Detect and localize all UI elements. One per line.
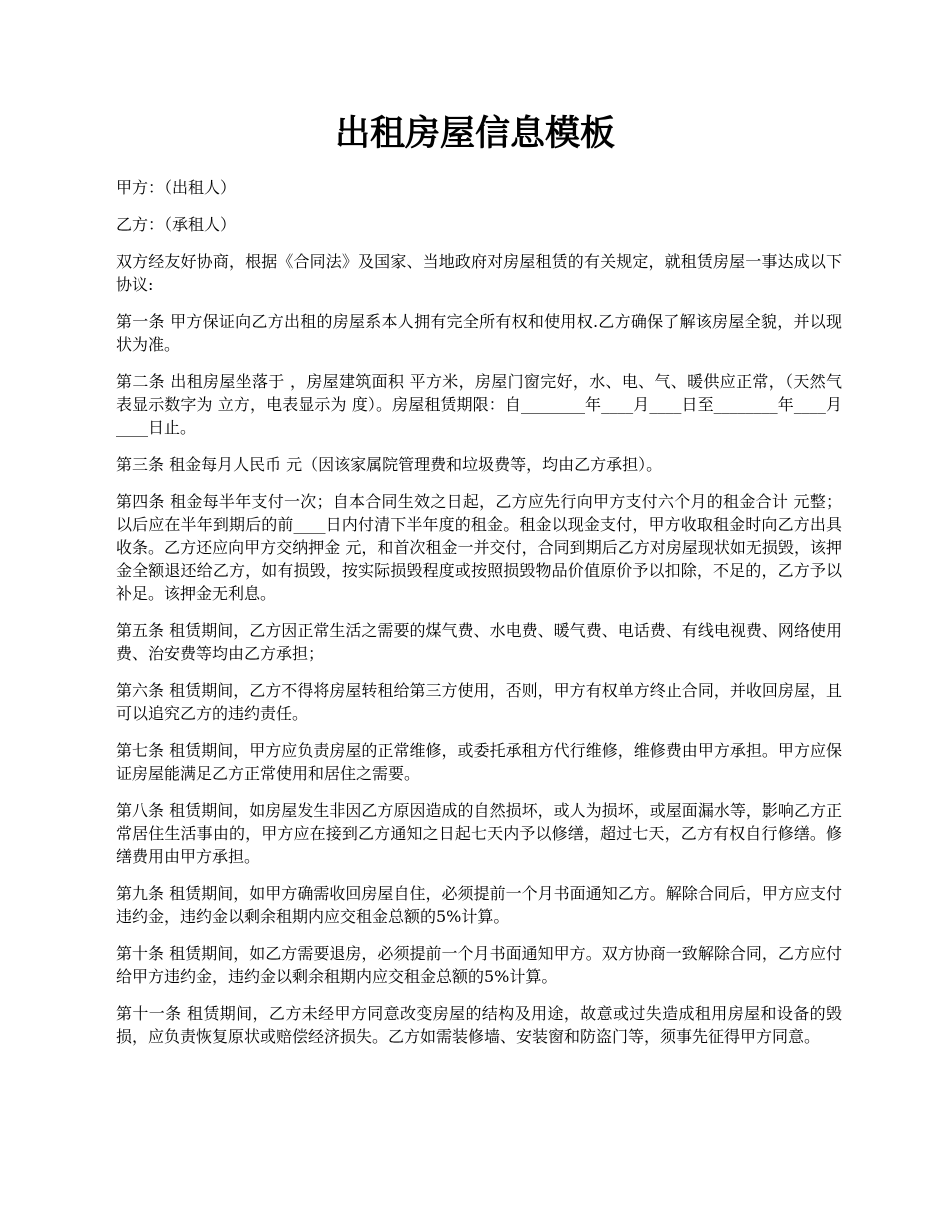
article-3: 第三条 租金每月人民币 元（因该家属院管理费和垃圾费等，均由乙方承担）。: [116, 455, 663, 474]
party-a-line: 甲方：（出租人）: [116, 178, 237, 197]
article-11: 第十一条 租赁期间，乙方未经甲方同意改变房屋的结构及用途，故意或过失造成租用房屋和设备的毁损，应负责恢复原状或赔偿经济损失。乙方如需装修墙、安装窗和防盗门等，须事先征得甲方同意。: [116, 1004, 842, 1046]
article-1: 第一条 甲方保证向乙方出租的房屋系本人拥有完全所有权和使用权.乙方确保了解该房屋全貌，并以现状为准。: [116, 312, 842, 354]
article-9: 第九条 租赁期间，如甲方确需收回房屋自住，必须提前一个月书面通知乙方。解除合同后，甲方应支付违约金，违约金以剩余租期内应交租金总额的5%计算。: [116, 884, 842, 926]
article-2: 第二条 出租房屋坐落于 ，房屋建筑面积 平方米，房屋门窗完好，水、电、气、暖供应正常，（天然气表显示数字为 立方，电表显示为 度）。房屋租赁期限：自________年____月____日至________年____月____日止。: [116, 372, 842, 437]
article-7: 第七条 租赁期间，甲方应负责房屋的正常维修，或委托承租方代行维修，维修费由甲方承担。甲方应保证房屋能满足乙方正常使用和居住之需要。: [116, 741, 842, 783]
document-body: [116, 176, 842, 1062]
article-4: 第四条 租金每半年支付一次；自本合同生效之日起，乙方应先行向甲方支付六个月的租金合计 元整；以后应在半年到期后的前____日内付清下半年度的租金。租金以现金支付，甲方收取租金时向乙方出具收条。乙方还应向甲方交纳押金 元，和首次租金一并交付，合同到期后乙方对房屋现状如无损毁，该押金全额退还给乙方，如有损毁，按实际损毁程度或按照损毁物品价值原价予以扣除，不足的，乙方予以补足。该押金无利息。: [116, 492, 842, 603]
preamble-paragraph: 双方经友好协商，根据《合同法》及国家、当地政府对房屋租赁的有关规定，就租赁房屋一事达成以下协议:: [116, 252, 842, 294]
party-b-line: 乙方：（承租人）: [116, 215, 237, 234]
article-6: 第六条 租赁期间，乙方不得将房屋转租给第三方使用，否则，甲方有权单方终止合同，并收回房屋，且可以追究乙方的违约责任。: [116, 681, 842, 723]
document-title: 出租房屋信息模板: [334, 113, 615, 154]
article-8: 第八条 租赁期间，如房屋发生非因乙方原因造成的自然损坏，或人为损坏，或屋面漏水等，影响乙方正常居住生活事由的，甲方应在接到乙方通知之日起七天内予以修缮，超过七天，乙方有权自行修缮。修缮费用由甲方承担。: [116, 801, 842, 866]
article-5: 第五条 租赁期间，乙方因正常生活之需要的煤气费、水电费、暖气费、电话费、有线电视费、网络使用费、治安费等均由乙方承担；: [116, 621, 842, 663]
article-10: 第十条 租赁期间，如乙方需要退房，必须提前一个月书面通知甲方。双方协商一致解除合同，乙方应付给甲方违约金，违约金以剩余租期内应交租金总额的5%计算。: [116, 944, 842, 986]
